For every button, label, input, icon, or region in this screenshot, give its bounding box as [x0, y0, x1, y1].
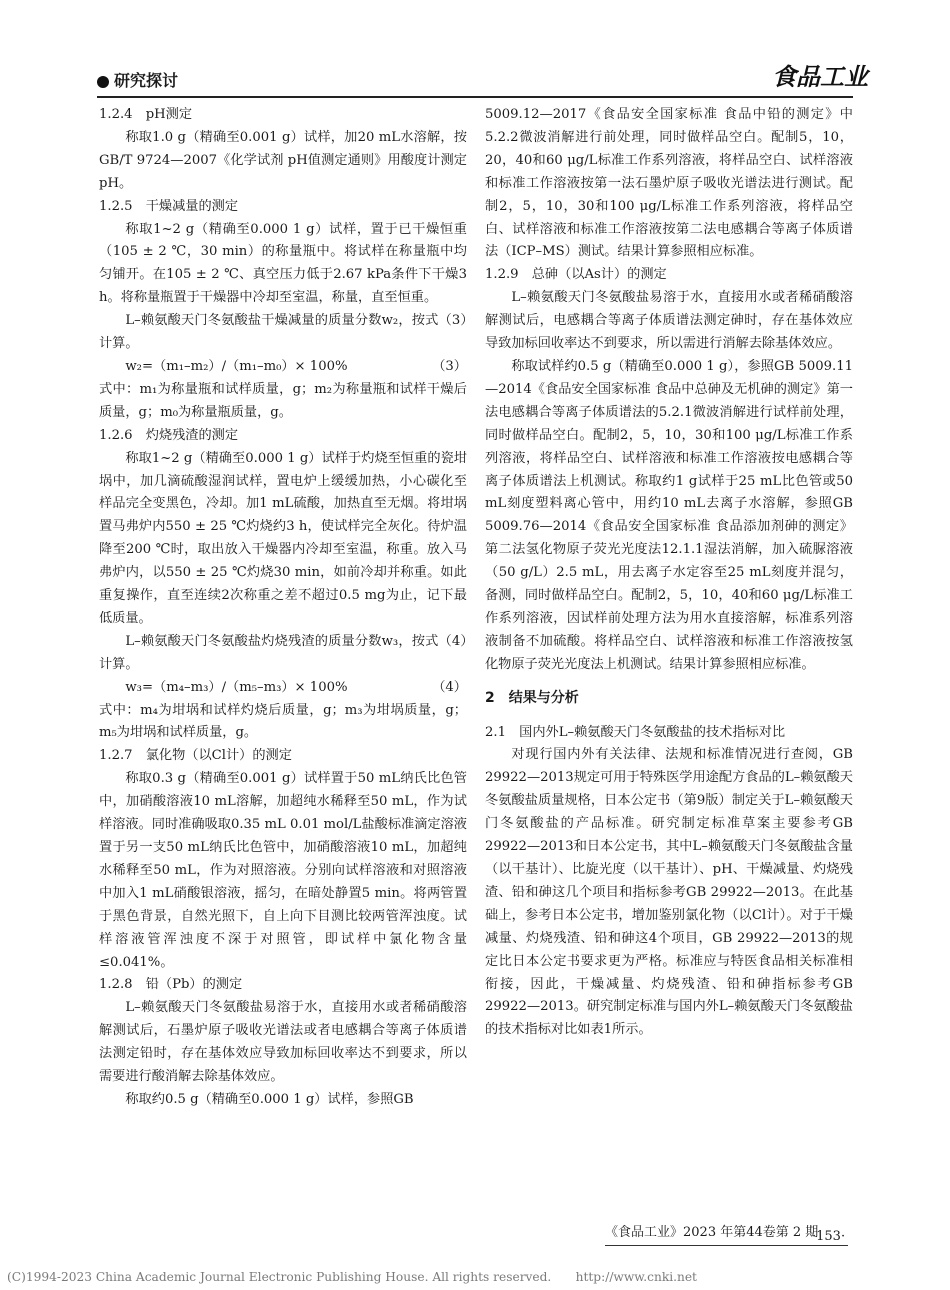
formula-3	[99, 356, 467, 379]
paragraph: 称取1~2 g（精确至0.000 1 g）试样，置于已干燥恒重（105 ± 2 ℃，30 min）的称量瓶中。将试样在称量瓶中均匀铺开。在105 ± 2 ℃、真空压力低于2.67 kPa条件下干燥3 h。将称量瓶置于干燥器中冷却至室温，称量，直至恒重。	[99, 221, 467, 306]
heading-1-2-8: 1.2.8 铅（Pb）的测定	[99, 977, 243, 993]
copyright-line: (C)1994-2023 China Academic Journal Electronic Publishing House. All rights reserved. http://www.cnki.net	[7, 1270, 697, 1284]
formula-expression: w₃=（m₄–m₃）/（m₅–m₃）× 100%	[125, 679, 348, 695]
paragraph: 称取约0.5 g（精确至0.000 1 g）试样，参照GB	[125, 1091, 414, 1107]
heading-1-2-5: 1.2.5 干燥减量的测定	[99, 198, 239, 214]
heading-1-2-7: 1.2.7 氯化物（以Cl计）的测定	[99, 748, 292, 764]
page-header	[0, 0, 950, 100]
formula-expression: w₂=（m₁–m₂）/（m₁–m₀）× 100%	[125, 358, 348, 374]
bullet-dot-icon	[97, 76, 109, 88]
paragraph: 式中：m₁为称量瓶和试样质量，g；m₂为称量瓶和试样干燥后质量，g；m₀为称量瓶质量，g。	[99, 381, 467, 420]
journal-logo-text: 食品工业	[772, 62, 868, 91]
heading-1-2-4: 1.2.4 pH测定	[99, 107, 193, 122]
paragraph: 式中：m₄为坩埚和试样灼烧后质量，g；m₃为坩埚质量，g；m₅为坩埚和试样质量，g。	[99, 702, 467, 741]
paragraph: 称取试样约0.5 g（精确至0.000 1 g），参照GB 5009.11—2014《食品安全国家标准 食品中总砷及无机砷的测定》第一法电感耦合等离子体质谱法的5.2.1微波消解进行试样前处理，同时做样品空白。配制2，5，10，30和100 μg/L标准工作系列溶液，将样品空白、试样溶液和标准工作溶液按电感耦合等离子体质谱法上机测试。称取约1 g试样于25 mL比色管或50 mL刻度塑料离心管中，用约10 mL去离子水溶解，参照GB 5009.76—2014《食品安全国家标准 食品添加剂砷的测定》第二法氢化物原子荧光光度法12.1.1湿法消解，加入硫脲溶液（50 g/L）2.5 mL，用去离子水定容至25 mL刻度并混匀，备测，同时做样品空白。配制2，5，10，40和60 μg/L标准工作系列溶液，因试样前处理方法为用水直接溶解，标准系列溶液制备不加硫酸。将样品空白、试样溶液和标准工作溶液按氢化物原子荧光光度法上机测试。结果计算参照相应标准。	[485, 358, 853, 672]
paragraph: L–赖氨酸天门冬氨酸盐易溶于水，直接用水或者稀硝酸溶解测试后，电感耦合等离子体质谱法测定砷时，存在基体效应导致加标回收率达不到要求，所以需进行消解去除基体效应。	[485, 290, 853, 352]
heading-1-2-6: 1.2.6 灼烧残渣的测定	[99, 427, 239, 443]
formula-number: （3）	[432, 358, 467, 374]
paragraph: 称取0.3 g（精确至0.001 g）试样置于50 mL纳氏比色管中，加硝酸溶液10 mL溶解，加超纯水稀释至50 mL，作为试样溶液。同时准确吸取0.35 mL 0.01 mol/L盐酸标准滴定溶液置于另一支50 mL纳氏比色管中，加硝酸溶液10 mL，加超纯水稀释至50 mL，作为对照溶液。分别向试样溶液和对照溶液中加入1 mL硝酸银溶液，摇匀，在暗处静置5 min。将两管置于黑色背景，自然光照下，自上向下目测比较两管浑浊度。试样溶液管浑浊度不深于对照管，即试样中氯化物含量≤0.041%。	[99, 771, 468, 970]
paragraph: 称取1~2 g（精确至0.000 1 g）试样于灼烧至恒重的瓷坩埚中，加几滴硫酸湿润试样，置电炉上缓缓加热，小心碳化至样品完全变黑色，冷却。加1 mL硫酸，加热直至无烟。将坩埚置马弗炉内550 ± 25 ℃灼烧约3 h，使试样完全灰化。待炉温降至200 ℃时，取出放入干燥器内冷却至室温，称重。放入马弗炉内，以550 ± 25 ℃灼烧30 min，如前冷却并称重。如此重复操作，直至连续2次称重之差不超过0.5 mg为止，记下最低质量。	[99, 450, 467, 626]
header-rule	[97, 96, 853, 98]
formula-number: （4）	[432, 679, 467, 695]
heading-2-1: 2.1 国内外L–赖氨酸天门冬氨酸盐的技术指标对比	[485, 724, 786, 740]
paragraph: L–赖氨酸天门冬氨酸盐干燥减量的质量分数w₂，按式（3）计算。	[99, 313, 467, 352]
footer-journal: 《食品工业》2023 年第44卷第 2 期	[605, 1225, 819, 1240]
formula-4	[99, 677, 467, 700]
footer-rule	[605, 1245, 848, 1246]
journal-logo-icon	[772, 56, 868, 92]
paragraph: 5009.12—2017《食品安全国家标准 食品中铅的测定》中5.2.2微波消解进行前处理，同时做样品空白。配制5，10，20，40和60 μg/L标准工作系列溶液，将样品空白、试样溶液和标准工作溶液按第一法石墨炉原子吸收光谱法进行测试。配制2，5，10，30和100 μg/L标准工作系列溶液，将样品空白、试样溶液和标准工作溶液按第二法电感耦合等离子体质谱法（ICP–MS）测试。结果计算参照相应标准。	[485, 107, 853, 260]
paragraph: 称取1.0 g（精确至0.001 g）试样，加20 mL水溶解，按GB/T 9724—2007《化学试剂 pH值测定通则》用酸度计测定pH。	[99, 129, 467, 191]
heading-1-2-9: 1.2.9 总砷（以As计）的测定	[485, 267, 667, 283]
paragraph: L–赖氨酸天门冬氨酸盐灼烧残渣的质量分数w₃，按式（4）计算。	[99, 633, 467, 672]
page-number: ·153·	[812, 1229, 846, 1244]
right-column	[485, 104, 853, 1042]
paragraph: L–赖氨酸天门冬氨酸盐易溶于水，直接用水或者稀硝酸溶解测试后，石墨炉原子吸收光谱法或者电感耦合等离子体质谱法测定铅时，存在基体效应导致加标回收率达不到要求，所以需要进行酸消解去除基体效应。	[99, 1000, 467, 1085]
left-column	[99, 104, 467, 1112]
heading-2: 2 结果与分析	[485, 689, 579, 706]
section-tag: 研究探讨	[114, 71, 179, 90]
paragraph: 对现行国内外有关法律、法规和标准情况进行查阅，GB 29922—2013规定可用于特殊医学用途配方食品的L–赖氨酸天冬氨酸盐质量规格，日本公定书（第9版）制定关于L–赖氨酸天门冬氨酸盐的产品标准。研究制定标准草案主要参考GB 29922—2013和日本公定书，其中L–赖氨酸天门冬氨酸盐含量（以干基计）、比旋光度（以干基计）、pH、干燥减量、灼烧残渣、铅和砷这几个项目和指标参考GB 29922—2013。在此基础上，参考日本公定书，增加鉴别氯化物（以Cl计）。对于干燥减量、灼烧残渣、铅和砷这4个项目，GB 29922—2013的规定比日本公定书要求更为严格。标准应与特医食品相关标准相衔接，因此，干燥减量、灼烧残渣、铅和砷指标参考GB 29922—2013。研究制定标准与国内外L–赖氨酸天门冬氨酸盐的技术指标对比如表1所示。	[485, 747, 853, 1038]
